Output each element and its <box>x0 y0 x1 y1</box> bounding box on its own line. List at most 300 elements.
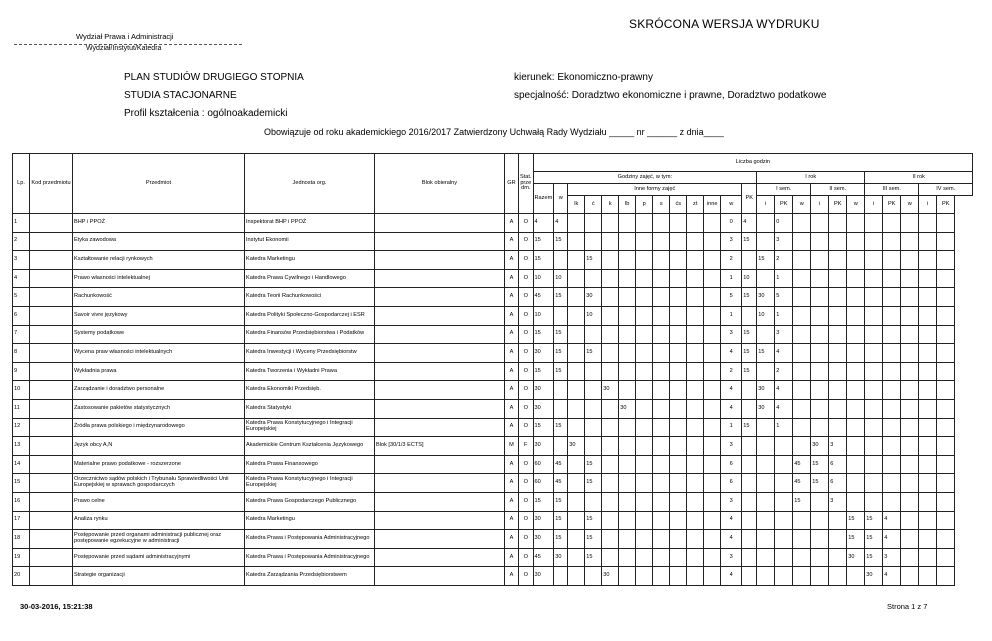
cell-zt <box>687 437 704 456</box>
cell-c: 30 <box>585 288 602 307</box>
cell-w: 45 <box>554 474 568 493</box>
cell-s <box>653 269 670 288</box>
cell-status: O <box>519 455 534 474</box>
cell-s1i <box>757 530 775 549</box>
cell-s1i <box>757 548 775 567</box>
cell-gr: A <box>505 474 519 493</box>
cell-s4i <box>919 418 937 437</box>
cell-p <box>636 306 653 325</box>
cell-other <box>704 567 721 586</box>
cell-pk: 6 <box>721 474 742 493</box>
cell-s4w <box>901 418 919 437</box>
cell-k: 30 <box>602 567 619 586</box>
cell-s2w <box>793 362 811 381</box>
cell-total: 30 <box>533 381 554 400</box>
cell-lk <box>568 344 585 363</box>
cell-s4pk <box>937 492 955 511</box>
cell-s3i <box>865 381 883 400</box>
cell-s4i <box>919 492 937 511</box>
cell-s <box>653 492 670 511</box>
cell-s3i <box>865 455 883 474</box>
cell-k <box>602 437 619 456</box>
cell-s4w <box>901 214 919 233</box>
cell-block <box>375 567 505 586</box>
cell-total: 30 <box>533 344 554 363</box>
table-row <box>13 251 973 270</box>
cell-s4i <box>919 288 937 307</box>
cell-block <box>375 288 505 307</box>
cell-subject: Orzecznictwo sądów polskich i Trybunału Sprawiedliwości Unii Europejskiej w sprawach gospodarczych <box>73 474 245 493</box>
cell-s3w <box>847 437 865 456</box>
cell-s4pk <box>937 232 955 251</box>
cell-s3w <box>847 455 865 474</box>
cell-block <box>375 418 505 437</box>
cell-k <box>602 269 619 288</box>
cell-s2pk <box>829 251 847 270</box>
cell-lb <box>619 530 636 549</box>
col-s1-w: w <box>721 196 742 214</box>
cell-block <box>375 269 505 288</box>
cell-s2w <box>793 567 811 586</box>
cell-s <box>653 251 670 270</box>
cell-p <box>636 325 653 344</box>
cell-zt <box>687 288 704 307</box>
cell-s4w <box>901 399 919 418</box>
cell-gr: A <box>505 251 519 270</box>
cell-s1i <box>757 474 775 493</box>
cell-s1w <box>742 474 757 493</box>
cell-gr: A <box>505 325 519 344</box>
cell-s1i <box>757 362 775 381</box>
cell-code <box>30 362 73 381</box>
cell-k <box>602 214 619 233</box>
study-mode: STUDIA STACJONARNE <box>124 90 237 101</box>
cell-s1w <box>742 567 757 586</box>
cell-s3i <box>865 399 883 418</box>
cell-s1pk <box>775 567 793 586</box>
cell-cs <box>670 288 687 307</box>
cell-c <box>585 214 602 233</box>
cell-gr: A <box>505 269 519 288</box>
cell-code <box>30 232 73 251</box>
cell-other <box>704 251 721 270</box>
cell-s4w <box>901 325 919 344</box>
cell-c <box>585 362 602 381</box>
cell-w <box>554 306 568 325</box>
cell-other <box>704 474 721 493</box>
cell-status: O <box>519 399 534 418</box>
cell-pk: 4 <box>721 567 742 586</box>
cell-s1pk: 1 <box>775 306 793 325</box>
cell-w: 45 <box>554 455 568 474</box>
cell-status: O <box>519 418 534 437</box>
cell-s2w <box>793 548 811 567</box>
col-pk: PK <box>742 184 757 214</box>
cell-s3w: 30 <box>847 548 865 567</box>
cell-s1w <box>742 399 757 418</box>
cell-s1pk: 0 <box>775 214 793 233</box>
col-lk: lk <box>568 196 585 214</box>
sem1-header: I sem. <box>757 184 811 196</box>
cell-s2i <box>811 344 829 363</box>
cell-p <box>636 232 653 251</box>
cell-lp: 17 <box>13 511 30 530</box>
cell-s4pk <box>937 399 955 418</box>
cell-p <box>636 214 653 233</box>
cell-status: F <box>519 437 534 456</box>
col-s2-pk: PK <box>829 196 847 214</box>
cell-cs <box>670 418 687 437</box>
cell-block <box>375 474 505 493</box>
cell-w: 15 <box>554 492 568 511</box>
cell-total: 30 <box>533 567 554 586</box>
cell-subject: Systemy podatkowe <box>73 325 245 344</box>
cell-pk: 3 <box>721 437 742 456</box>
cell-s3pk <box>883 232 901 251</box>
cell-status: O <box>519 530 534 549</box>
cell-s3i <box>865 325 883 344</box>
cell-lk: 30 <box>568 437 585 456</box>
cell-lk <box>568 567 585 586</box>
cell-s4pk <box>937 214 955 233</box>
cell-unit: Katedra Marketingu <box>245 511 375 530</box>
cell-s3pk <box>883 474 901 493</box>
cell-k <box>602 418 619 437</box>
cell-lp: 12 <box>13 418 30 437</box>
cell-c <box>585 269 602 288</box>
cell-s3pk <box>883 325 901 344</box>
table-row <box>13 418 973 437</box>
cell-s3pk <box>883 288 901 307</box>
cell-lk <box>568 511 585 530</box>
cell-total: 30 <box>533 437 554 456</box>
cell-s1i <box>757 437 775 456</box>
col-code: Kod przedmiotu <box>30 154 73 214</box>
other-forms-header: Inne formy zajęć <box>568 184 742 196</box>
cell-s3pk <box>883 362 901 381</box>
cell-c <box>585 567 602 586</box>
cell-k <box>602 455 619 474</box>
cell-s3pk: 4 <box>883 511 901 530</box>
cell-s4w <box>901 251 919 270</box>
cell-s3i: 15 <box>865 548 883 567</box>
cell-pk: 4 <box>721 511 742 530</box>
cell-lb <box>619 232 636 251</box>
cell-c <box>585 437 602 456</box>
cell-lk <box>568 288 585 307</box>
cell-s4w <box>901 511 919 530</box>
cell-pk: 0 <box>721 214 742 233</box>
cell-total: 15 <box>533 362 554 381</box>
cell-status: O <box>519 548 534 567</box>
cell-s2pk <box>829 325 847 344</box>
table-row <box>13 214 973 233</box>
cell-pk: 3 <box>721 232 742 251</box>
cell-code <box>30 455 73 474</box>
cell-s <box>653 306 670 325</box>
cell-lb <box>619 418 636 437</box>
cell-subject: Kształtowanie relacji rynkowych <box>73 251 245 270</box>
cell-s <box>653 530 670 549</box>
cell-total: 4 <box>533 214 554 233</box>
cell-p <box>636 344 653 363</box>
cell-s4w <box>901 530 919 549</box>
cell-k <box>602 344 619 363</box>
cell-code <box>30 511 73 530</box>
cell-s1pk <box>775 474 793 493</box>
cell-s3i <box>865 418 883 437</box>
cell-pk: 4 <box>721 344 742 363</box>
cell-total: 30 <box>533 511 554 530</box>
cell-lk <box>568 214 585 233</box>
cell-unit: Katedra Prawa Finansowego <box>245 455 375 474</box>
cell-unit: Katedra Statystyki <box>245 399 375 418</box>
cell-s2i <box>811 306 829 325</box>
cell-lb <box>619 455 636 474</box>
cell-p <box>636 437 653 456</box>
cell-s4pk <box>937 418 955 437</box>
cell-pk: 6 <box>721 455 742 474</box>
cell-s <box>653 381 670 400</box>
cell-code <box>30 288 73 307</box>
cell-gr: A <box>505 344 519 363</box>
cell-p <box>636 548 653 567</box>
cell-code <box>30 381 73 400</box>
cell-block <box>375 492 505 511</box>
cell-s1i <box>757 232 775 251</box>
cell-p <box>636 399 653 418</box>
cell-s2pk <box>829 344 847 363</box>
cell-s4i <box>919 511 937 530</box>
study-direction: kierunek: Ekonomiczno-prawny <box>514 72 653 83</box>
cell-s1i: 30 <box>757 288 775 307</box>
cell-total: 30 <box>533 399 554 418</box>
cell-s1w <box>742 455 757 474</box>
cell-gr: A <box>505 418 519 437</box>
cell-lp: 19 <box>13 548 30 567</box>
cell-s4pk <box>937 288 955 307</box>
cell-s <box>653 288 670 307</box>
col-s3-i: i <box>865 196 883 214</box>
cell-s4pk <box>937 530 955 549</box>
cell-s4pk <box>937 381 955 400</box>
cell-zt <box>687 418 704 437</box>
class-hours-header: Godziny zajęć, w tym: <box>533 172 757 184</box>
cell-s1pk <box>775 511 793 530</box>
cell-k <box>602 399 619 418</box>
cell-subject: Zastosowanie pakietów statystycznych <box>73 399 245 418</box>
cell-s4pk <box>937 344 955 363</box>
study-plan-table <box>12 153 973 586</box>
cell-total: 15 <box>533 418 554 437</box>
cell-total: 45 <box>533 288 554 307</box>
cell-s2i <box>811 548 829 567</box>
cell-c <box>585 399 602 418</box>
cell-cs <box>670 325 687 344</box>
cell-s2pk <box>829 567 847 586</box>
cell-s2w <box>793 214 811 233</box>
cell-s4i <box>919 548 937 567</box>
cell-lb: 30 <box>619 399 636 418</box>
cell-other <box>704 232 721 251</box>
cell-s4w <box>901 548 919 567</box>
cell-block <box>375 530 505 549</box>
col-s4-i: i <box>919 196 937 214</box>
cell-s1i <box>757 269 775 288</box>
cell-w: 10 <box>554 269 568 288</box>
cell-s3i <box>865 232 883 251</box>
cell-s2i <box>811 492 829 511</box>
cell-code <box>30 325 73 344</box>
cell-s2pk <box>829 399 847 418</box>
cell-w: 30 <box>554 548 568 567</box>
cell-s3pk <box>883 251 901 270</box>
cell-s4pk <box>937 437 955 456</box>
cell-subject: Strategie organizacji <box>73 567 245 586</box>
cell-block: Blok [30/1/3 ECTS] <box>375 437 505 456</box>
col-status: Stat. prze dm. <box>519 154 534 214</box>
cell-c <box>585 232 602 251</box>
cell-p <box>636 362 653 381</box>
cell-total: 15 <box>533 251 554 270</box>
cell-zt <box>687 455 704 474</box>
cell-s1i <box>757 511 775 530</box>
cell-s2w <box>793 269 811 288</box>
cell-pk: 3 <box>721 548 742 567</box>
cell-pk: 4 <box>721 399 742 418</box>
cell-s4pk <box>937 306 955 325</box>
cell-k <box>602 511 619 530</box>
cell-s4w <box>901 381 919 400</box>
cell-p <box>636 530 653 549</box>
col-lp: Lp. <box>13 154 30 214</box>
cell-lb <box>619 492 636 511</box>
cell-s2i <box>811 251 829 270</box>
col-block: Blok obieralny <box>375 154 505 214</box>
cell-total: 45 <box>533 548 554 567</box>
cell-s1w <box>742 530 757 549</box>
cell-unit: Katedra Prawa Konstytucyjnego i Integracji Europejskiej <box>245 474 375 493</box>
cell-s2w <box>793 232 811 251</box>
cell-s2i <box>811 399 829 418</box>
cell-zt <box>687 492 704 511</box>
cell-s4w <box>901 288 919 307</box>
cell-subject: Postępowanie przed organami administracji publicznej oraz postępowanie egzekucyjne w administracji <box>73 530 245 549</box>
cell-code <box>30 344 73 363</box>
cell-s1pk: 2 <box>775 362 793 381</box>
cell-lb <box>619 306 636 325</box>
cell-s1pk: 3 <box>775 232 793 251</box>
cell-zt <box>687 548 704 567</box>
cell-status: O <box>519 511 534 530</box>
cell-w <box>554 251 568 270</box>
cell-s3pk <box>883 418 901 437</box>
cell-unit: Inspektorat BHP i PPOŻ <box>245 214 375 233</box>
sem2-header: II sem. <box>811 184 865 196</box>
cell-pk: 3 <box>721 492 742 511</box>
cell-zt <box>687 511 704 530</box>
cell-s3w <box>847 474 865 493</box>
cell-gr: A <box>505 214 519 233</box>
cell-s4w <box>901 232 919 251</box>
cell-s2pk <box>829 362 847 381</box>
cell-s1pk: 1 <box>775 269 793 288</box>
cell-s1w <box>742 511 757 530</box>
cell-lb <box>619 362 636 381</box>
cell-subject: Źródła prawa polskiego i międzynarodowego <box>73 418 245 437</box>
cell-s <box>653 511 670 530</box>
table-row <box>13 344 973 363</box>
page-number: Strona 1 z 7 <box>887 602 928 611</box>
cell-s2w <box>793 325 811 344</box>
cell-s1pk <box>775 455 793 474</box>
cell-cs <box>670 474 687 493</box>
cell-unit: Katedra Zarządzania Przedsiębiorstwem <box>245 567 375 586</box>
cell-lk <box>568 325 585 344</box>
cell-zt <box>687 251 704 270</box>
cell-block <box>375 362 505 381</box>
cell-cs <box>670 437 687 456</box>
cell-lb <box>619 325 636 344</box>
cell-gr: A <box>505 232 519 251</box>
cell-s3w <box>847 325 865 344</box>
department-name: Wydział Prawa i Administracji <box>76 32 174 41</box>
cell-total: 10 <box>533 306 554 325</box>
cell-s3i: 15 <box>865 530 883 549</box>
cell-s1i <box>757 455 775 474</box>
cell-s2pk <box>829 530 847 549</box>
cell-unit: Katedra Prawa i Postępowania Administracyjnego <box>245 530 375 549</box>
cell-s4w <box>901 567 919 586</box>
cell-lp: 10 <box>13 381 30 400</box>
cell-lp: 7 <box>13 325 30 344</box>
cell-s3pk: 4 <box>883 567 901 586</box>
cell-k <box>602 232 619 251</box>
cell-s1pk: 4 <box>775 399 793 418</box>
cell-s <box>653 232 670 251</box>
cell-s4i <box>919 269 937 288</box>
cell-unit: Katedra Polityki Społeczno-Gospodarczej i ESR <box>245 306 375 325</box>
cell-s3w <box>847 232 865 251</box>
cell-s1i: 10 <box>757 306 775 325</box>
cell-s4pk <box>937 251 955 270</box>
cell-code <box>30 548 73 567</box>
cell-s2pk <box>829 511 847 530</box>
cell-subject: BHP i PPOŻ <box>73 214 245 233</box>
cell-s2w <box>793 418 811 437</box>
cell-lp: 16 <box>13 492 30 511</box>
cell-pk: 1 <box>721 306 742 325</box>
cell-s2w <box>793 437 811 456</box>
cell-lp: 18 <box>13 530 30 549</box>
cell-w: 15 <box>554 418 568 437</box>
cell-other <box>704 214 721 233</box>
cell-code <box>30 214 73 233</box>
cell-p <box>636 511 653 530</box>
cell-c: 15 <box>585 530 602 549</box>
cell-other <box>704 288 721 307</box>
cell-c <box>585 381 602 400</box>
cell-lb <box>619 548 636 567</box>
cell-block <box>375 548 505 567</box>
cell-s3w <box>847 418 865 437</box>
col-cs: ćs <box>670 196 687 214</box>
cell-total: 30 <box>533 530 554 549</box>
cell-s1pk: 4 <box>775 381 793 400</box>
cell-other <box>704 325 721 344</box>
sem3-header: III sem. <box>865 184 919 196</box>
study-plan-rows <box>13 214 973 586</box>
